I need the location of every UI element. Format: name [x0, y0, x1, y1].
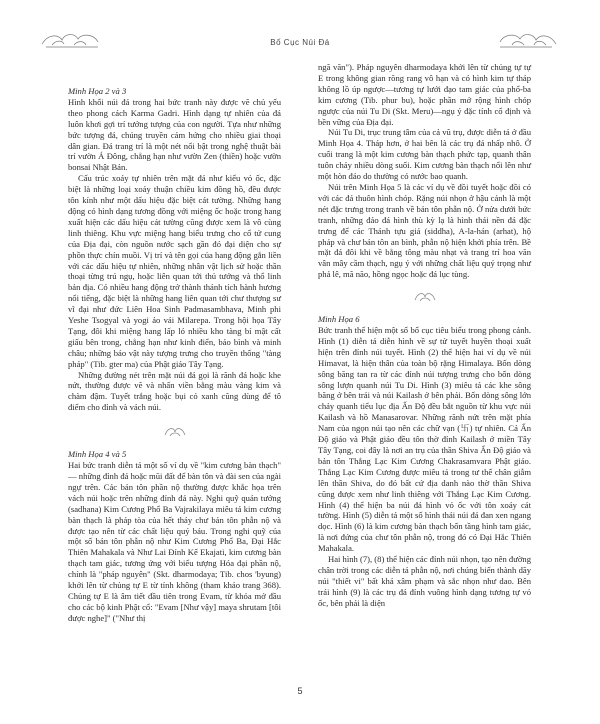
- paragraph: Những đường nét trên mặt núi đá gọi là rãnh đá hoặc khe nứt, thường được vẽ và nhấn viền bằng màu vàng kim và chàm đậm. Tuyết trắng hoặc bụi cỏ xanh cũng dùng để tô điểm cho đỉnh và vách núi.: [68, 369, 281, 413]
- paragraph: Núi trên Minh Họa 5 là các ví dụ về đồi tuyết hoặc đồi cỏ với các đá thuôn hình chóp. Rặng núi nhọn ở hậu cảnh là một nét đặc trưng trong tranh về bản tôn phẫn nộ. Ở nửa dưới bức tranh, những đảo đá hình thù kỳ lạ là hình thái nền đá đặc trưng để các Thánh tựu giả (siddha), A-la-hán (arhat), hộ pháp và chư bản tôn an bình, phẫn nộ hiện khởi phía trên. Bề mặt đá đôi khi về bằng tông màu nhạt và trang trí hoa văn vân mây cầm thạch, ngụ ý với những chất liệu quý trọng như phả lê, mã não, hồng ngọc hoặc đá lục tùng.: [318, 181, 531, 280]
- left-column: [68, 62, 281, 624]
- section-title: Minh Họa 4 và 5: [68, 449, 127, 460]
- right-column: [318, 62, 531, 609]
- running-header: Bố Cục Núi Đá: [270, 38, 330, 47]
- paragraph: Hai bức tranh diễn tả một số ví dụ về "kim cương bàn thạch" — những đỉnh đá hoặc mũi đất để bàn tôn và đài sen của ngài ngự trên. Các bản tôn phần nộ thường được khắc họa trên vách núi hoặc trên những đỉnh đá này. Nghi quỹ quán tưởng (sadhana) Kim Cương Phổ Ba Vajrakilaya miêu tả kim cương bàn thạch là pháp tòa của hết thảy chư bản tôn phẫn nộ và được tạo nên từ các chất liệu quý báu. Trong nghi quỹ của một số bản tôn phẫn nộ như Kim Cương Phổ Ba, Đại Hắc Thiên Mahakala và Như Lai Đỉnh Kế Ekajati, kim cương bàn thạch tam giác, tương ứng với biểu tượng Hóa đại phần nộ, chính là "pháp nguyên" (Skt. dharmodaya; Tib. chos 'byung) khởi lên từ chủng tự E từ tính không (tham khảo trang 368). Chủng tự E là âm tiết đầu tiên trong Evam, từ khóa mở đầu cho các bộ kinh Phật cổ: "Evam [Như vậy] maya shrutam [tôi được nghe]" ("Như thị: [68, 460, 281, 623]
- decorative-divider-icon: [162, 423, 188, 439]
- paragraph: Bức tranh thể hiện một số bố cục tiêu biểu trong phong cảnh. Hình (1) diễn tả diễn hình về sự tử tuyết huyền thoại xuất hiện trên đỉnh núi tuyết. Hình (2) thể hiện hai ví dụ về núi Himavat, là hiện thân của toàn bộ rặng Himalaya. Bốn dòng sông băng tan ra từ các đỉnh núi tượng trưng cho bốn dòng sông lượn quanh núi Tu Di. Hình (3) miêu tả các khe sông băng ở bên trái và núi Kailash ở bên phải. Bốn dòng sông lớn chảy quanh tiểu lục địa Ấn Độ đều bắt nguồn từ khu vực núi Kailash và hồ Manasarovar. Những rãnh nứt trên mặt phía Nam của ngọn núi tạo nên các chữ vạn (卐) tự nhiên. Cả Ấn Độ giáo và Phật giáo đều tôn thờ đỉnh Kailash ở miền Tây Tây Tạng, coi đây là nơi an trụ của thần Shiva Ấn Độ giáo và bản tôn Thắng Lạc Kim Cương Chakrasamvara Phật giáo. Thắng Lạc Kim Cương được miêu tả trong tư thế chân giẫm lên thần Shiva, do đó bất cứ địa danh nào thờ thần Shiva cũng được xem như linh thiêng với Thắng Lạc Kim Cương. Hình (4) thể hiện ba núi đá hình vỏ ốc với tôn xoáy cát tường. Hình (5) diễn tả một số hình thái núi đá đan xen ngang dọc. Hình (6) là kim cương bàn thạch bốn tầng hình tam giác, là nơi đứng của chư tôn phẫn nộ, trong đó có Đại Hắc Thiên Mahakala.: [318, 325, 531, 554]
- page-number: 5: [297, 686, 303, 696]
- cloud-ornament-icon: [496, 30, 558, 50]
- paragraph: Cấu trúc xoáy tự nhiên trên mặt đá như kiểu vỏ ốc, đặc biệt là những loại xoáy thuận chiều kim đồng hồ, đều được tôn kính như một dấu hiệu đặc biệt cát tường. Những hang động có hình dạng tương đồng với miệng ốc hoặc trong hang xuất hiện các dấu hiệu cát tường cũng được xem là vô cùng linh thiêng. Khu vực miệng hang biểu trưng cho cổ tử cung của Địa đại, còn nguồn nước sạch gần đó đại diện cho sự phồn thực chín muồi. Vị trí và tên gọi của hang động gắn liền với các dấu hiệu tự nhiên, những nhân vật lịch sử hoặc thần thoại từng trú ngụ, hoặc liên quan tới thủ tướng và thổ linh bản địa. Có nhiều hang động trở thành thánh tích hành hương nổi tiếng, đặc biệt là những hang liên quan tới chư thượng sư vĩ đại như đức Liên Hoa Sinh Padmasambhava, Minh phi Yeshe Tsogyal và yogi ảo vải Milarepa. Trong hội họa Tây Tạng, đôi khi miệng hang lấp ló nhiều kho tàng bí mật cất giấu bên trong, chẳng hạn như kinh điển, bảo bình và minh châu; những bảo vật này tượng trưng cho truyền thống "tàng pháp" (Tib. gter ma) của Phật giáo Tây Tạng.: [68, 173, 281, 369]
- paragraph: Núi Tu Di, trục trung tâm của cả vũ trụ, được diễn tả ở đầu Minh Họa 4. Tháp hơn, ở hai bên là các trụ đá nhấp nhô. Ở cuối trang là một kim cương bàn thạch phức tạp, quanh thân tuôn chảy nhiều dòng suối. Kim cương bàn thạch nổi lên như một hòn đảo do thường có nước bao quanh.: [318, 127, 531, 182]
- section-title: Minh Họa 2 và 3: [68, 86, 127, 96]
- section-title: Minh Họa 6: [318, 314, 360, 325]
- paragraph: Hai hình (7), (8) thể hiện các đỉnh núi nhọn, tạo nên đường chân trời trong các diễn tả phẫn nộ, nơi chúng biến thành dãy núi "thiết vi" bất khả xâm phạm và sắc nhọn như dao. Bên trái hình (9) là các trụ đá đỉnh vuông hình dạng tương tự vỏ ốc, bên phải là diện: [318, 554, 531, 608]
- paragraph: Hình khối núi đá trong hai bức tranh này được vẽ chủ yếu theo phong cách Karma Gadri. Hình dạng tự nhiên của đá luôn khơi gợi trí tưởng tượng của con người. Tựa như những bức tượng đá, chúng truyền cảm hứng cho nhiều giai thoại dân gian. Đá trang trí là một nét nổi bật trong nghệ thuật bài trí vườn Á Đông, chẳng hạn như vườn Zen (thiền) hoặc vườn bonsai Nhật Bản.: [68, 96, 281, 173]
- paragraph: ngã văn"). Pháp nguyên dharmodaya khởi lên từ chủng tự tự E trong không gian rõng rang vô hạn và có hình kim tự tháp không lồ úp ngược—tương tự lưới đạo tam giác của phổ-ba kim cương (Tib. phur bu), hoặc phần mở rộng hình chóp ngược của núi Tu Di (Skt. Meru)—ngụ ý đặc tính cổ định và bền vững của Địa đại.: [318, 62, 531, 127]
- decorative-divider-icon: [412, 288, 438, 304]
